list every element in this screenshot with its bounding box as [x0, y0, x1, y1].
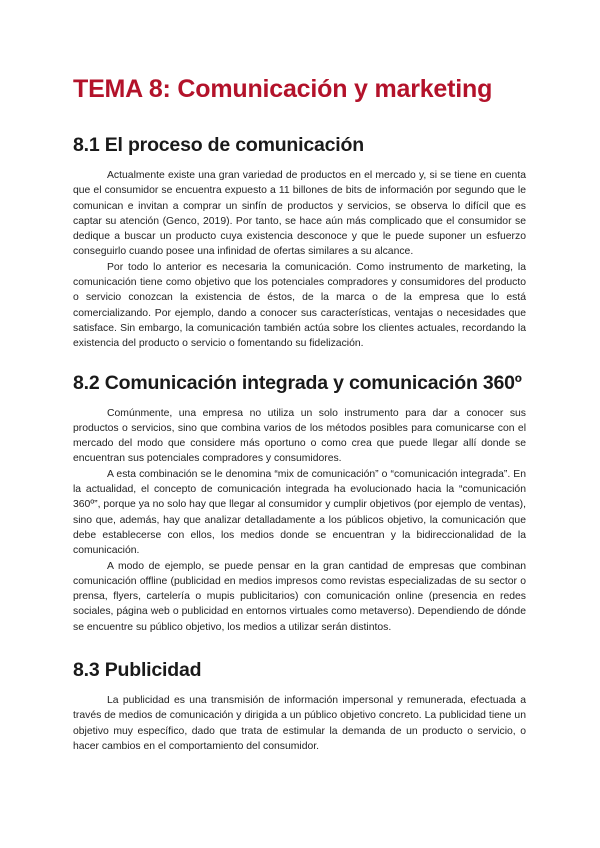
paragraph: Comúnmente, una empresa no utiliza un solo instrumento para dar a conocer sus productos o servicios, sino que combina varios de los métodos posibles para comunicarse con el mercado del modo que considere más oportuno o como crea que puede llegar allí donde se encuentran sus potenciales compradores y consumidores.	[73, 407, 526, 465]
paragraph: A esta combinación se le denomina “mix de comunicación” o “comunicación integrada”. En la actualidad, el concepto de comunicación integrada ha evolucionado hacia la “comunicación 360º”, porque ya no solo hay que llegar al consumidor y cumplir objetivos (por ejemplo de ventas), sino que, además, hay que analizar detalladamente a los públicos objetivo, la comunicación que debe establecerse con ellos, los medios donde se encuentran y la bidireccionalidad de la comunicación.	[73, 468, 526, 557]
paragraph: Por todo lo anterior es necesaria la comunicación. Como instrumento de marketing, la comunicación tiene como objetivo que los potenciales compradores y consumidores del producto o servicio conozcan la existencia de éstos, de la marca o de la empresa que lo está comercializando. Por ejemplo, dando a conocer sus características, ventajas o necesidades que satisface. Sin embargo, la comunicación también actúa sobre los clientes actuales, recordando la existencia del producto o servicio o fomentando su fidelización.	[73, 261, 526, 350]
page-title: TEMA 8: Comunicación y marketing	[73, 75, 493, 103]
paragraph: Actualmente existe una gran variedad de productos en el mercado y, si se tiene en cuenta que el consumidor se encuentra expuesto a 11 billones de bits de información por segundo que le comunican e invitan a comprar un sinfín de productos y servicios, se observa lo difícil que es captar su atención (Genco, 2019). Por tanto, se hace aún más complicado que el consumidor se dedique a buscar un producto cuya existencia desconoce y que le puede suponer un esfuerzo conseguirlo cuando posee una infinidad de ofertas similares a su alcance.	[73, 170, 526, 258]
section-publicidad	[73, 657, 526, 754]
section-comunicacion-integrada	[73, 370, 526, 635]
paragraph: La publicidad es una transmisión de información impersonal y remunerada, efectuada a través de medios de comunicación y dirigida a un público objetivo concreto. La publicidad tiene un objetivo muy específico, dado que trata de estimular la demanda de un producto o servicio, o hacer cambios en el comportamiento del consumidor.	[73, 695, 526, 752]
section-heading: 8.2 Comunicación integrada y comunicación 360º	[73, 371, 522, 394]
section-heading: 8.1 El proceso de comunicación	[73, 134, 364, 156]
section-heading: 8.3 Publicidad	[73, 659, 202, 682]
section-proceso-comunicacion	[73, 132, 526, 352]
paragraph: A modo de ejemplo, se puede pensar en la gran cantidad de empresas que combinan comunicación offline (publicidad en medios impresos como revistas especializadas de su sector o prensa, flyers, cartelería o mupis publicitarios) con comunicación online (presencia en redes sociales, página web o publicidad en entornos virtuales como metaverso). Dependiendo de dónde se encuentre su público objetivo, los medios a utilizar serán distintos.	[73, 560, 526, 633]
